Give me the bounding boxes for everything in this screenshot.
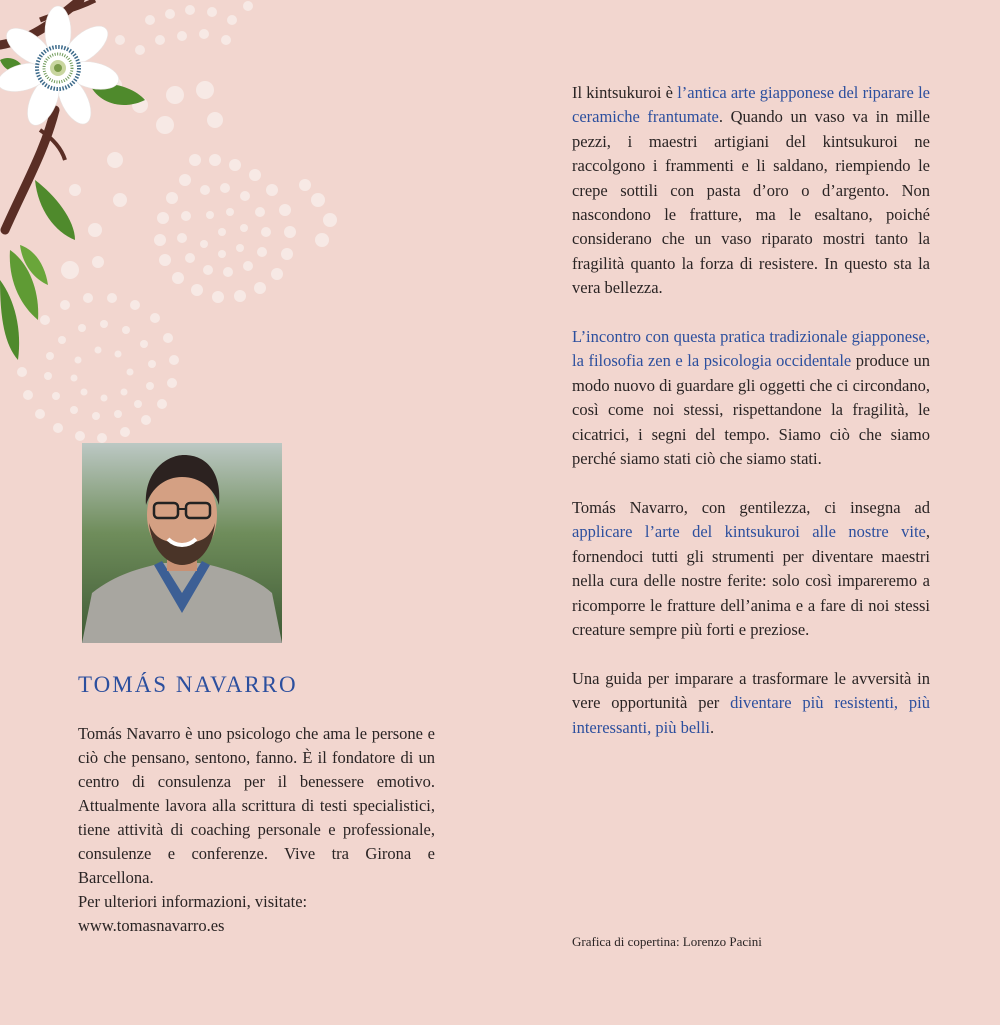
description-paragraph-3 <box>572 496 930 642</box>
p3-text-a: Tomás Navarro, con gentilezza, ci insegna ad <box>572 497 930 517</box>
description-paragraph-2 <box>572 325 930 471</box>
p4-highlight: diventare più resistenti, più interessanti, più belli <box>572 693 930 737</box>
p2-text-b: produce un modo nuovo di guardare gli oggetti che ci circondano, così come noi stessi, rispettandone la fragilità, le cicatrici, i segni del tempo. Siamo ciò che siamo perché siamo stati ciò che siamo stati. <box>572 351 930 469</box>
description-paragraph-4 <box>572 667 930 740</box>
author-bio <box>78 722 435 938</box>
p1-text-b: . Quando un vaso va in mille pezzi, i maestri artigiani del kintsukuroi ne raccolgono i frammenti e li saldano, riempiendo le crepe sottili con pasta d’oro o d’argento. Non nascondono le fratture, ma le esaltano, poiché considerano che un vaso riparato mostri tanto la fragilità quanto la forza di resistere. In questo sta la vera bellezza. <box>572 107 930 298</box>
p4-text-b: . <box>709 717 715 737</box>
floral-decoration <box>0 0 360 460</box>
book-description <box>572 81 930 764</box>
bio-more-info: Per ulteriori informazioni, visitate: <box>78 892 308 911</box>
bio-text: Tomás Navarro è uno psicologo che ama le persone e ciò che pensano, sentono, fanno. È il fondatore di un centro di consulenza per il benessere emotivo. Attualmente lavora alla scrittura di testi specialistici, tiene attività di coaching personale e professionale, consulenze e conferenze. Vive tra Girona e Barcellona. <box>78 724 435 887</box>
description-paragraph-1 <box>572 81 930 301</box>
p1-text-a: Il kintsukuroi è <box>572 83 678 102</box>
cover-credit: Grafica di copertina: Lorenzo Pacini <box>572 934 762 949</box>
author-photo <box>82 443 282 643</box>
p4-text-a: Una guida per imparare a trasformare le avversità in vere opportunità per <box>572 668 930 713</box>
p3-highlight: applicare l’arte del kintsukuroi alle nostre vite <box>572 522 926 542</box>
p2-highlight: L’incontro con questa pratica tradizionale giapponese, la filosofia zen e la psicologia occidentale <box>572 327 930 371</box>
author-website: www.tomasnavarro.es <box>78 916 225 935</box>
p3-text-b: , fornendoci tutti gli strumenti per diventare maestri nella cura delle nostre ferite: solo così impareremo a ricomporre le fratture dell’anima e a fare di noi stessi creature sempre più forti e preziose. <box>572 522 930 639</box>
author-name: TOMÁS NAVARRO <box>78 672 298 697</box>
p1-highlight: l’antica arte giapponese del riparare le ceramiche frantumate <box>572 83 930 127</box>
